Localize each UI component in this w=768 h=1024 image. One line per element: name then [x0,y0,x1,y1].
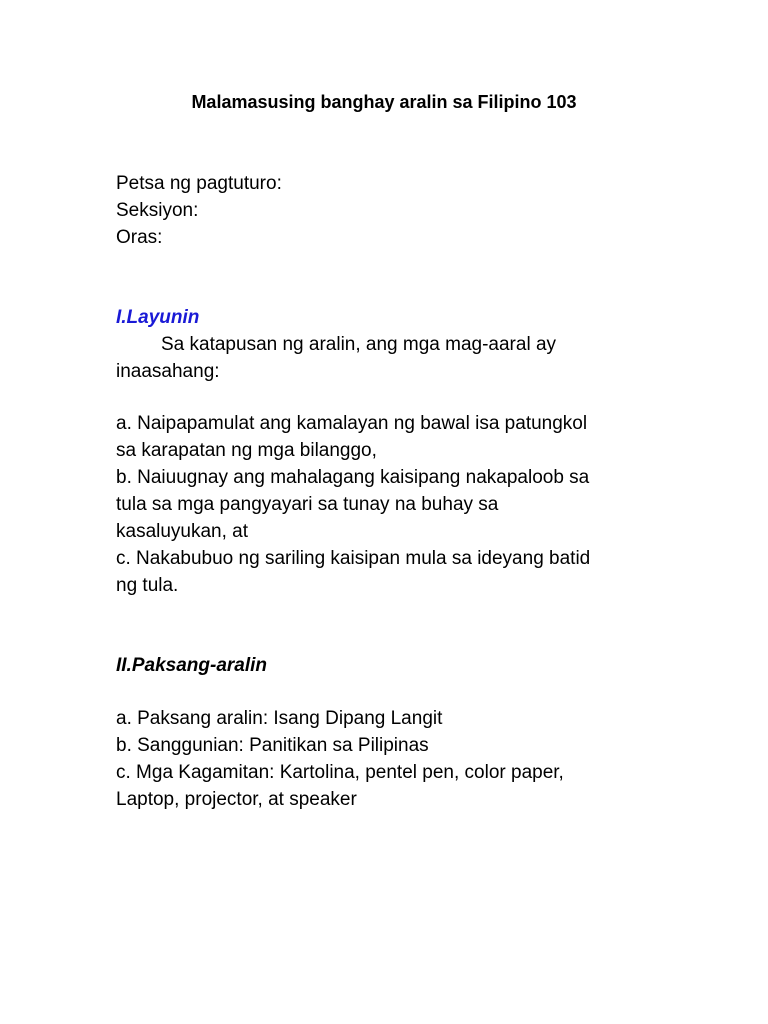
layunin-item-line: b. Naiuugnay ang mahalagang kaisipang nakapaloob sa [116,467,590,488]
document-title: Malamasusing banghay aralin sa Filipino 103 [191,92,577,112]
layunin-item-line: kasaluyukan, at [116,521,249,542]
meta-seksiyon: Seksiyon: [116,200,199,221]
paksang-aralin-item-line: a. Paksang aralin: Isang Dipang Langit [116,708,443,729]
layunin-item-line: sa karapatan ng mga bilanggo, [116,440,377,461]
paksang-aralin-item-line: Laptop, projector, at speaker [116,789,357,810]
meta-petsa: Petsa ng pagtuturo: [116,173,282,194]
section-heading-paksang-aralin: II.Paksang-aralin [116,655,268,676]
paksang-aralin-item-line: c. Mga Kagamitan: Kartolina, pentel pen, color paper, [116,762,564,783]
meta-oras: Oras: [116,227,163,248]
layunin-intro-line: Sa katapusan ng aralin, ang mga mag-aaral ay [161,334,557,355]
layunin-intro-line: inaasahang: [116,361,220,382]
layunin-item-line: ng tula. [116,575,179,596]
layunin-item-line: a. Naipapamulat ang kamalayan ng bawal isa patungkol [116,413,588,434]
paksang-aralin-item-line: b. Sanggunian: Panitikan sa Pilipinas [116,735,429,756]
layunin-item-line: tula sa mga pangyayari sa tunay na buhay sa [116,494,499,515]
section-heading-layunin: I.Layunin [116,307,200,328]
layunin-item-line: c. Nakabubuo ng sariling kaisipan mula sa ideyang batid [116,548,591,569]
